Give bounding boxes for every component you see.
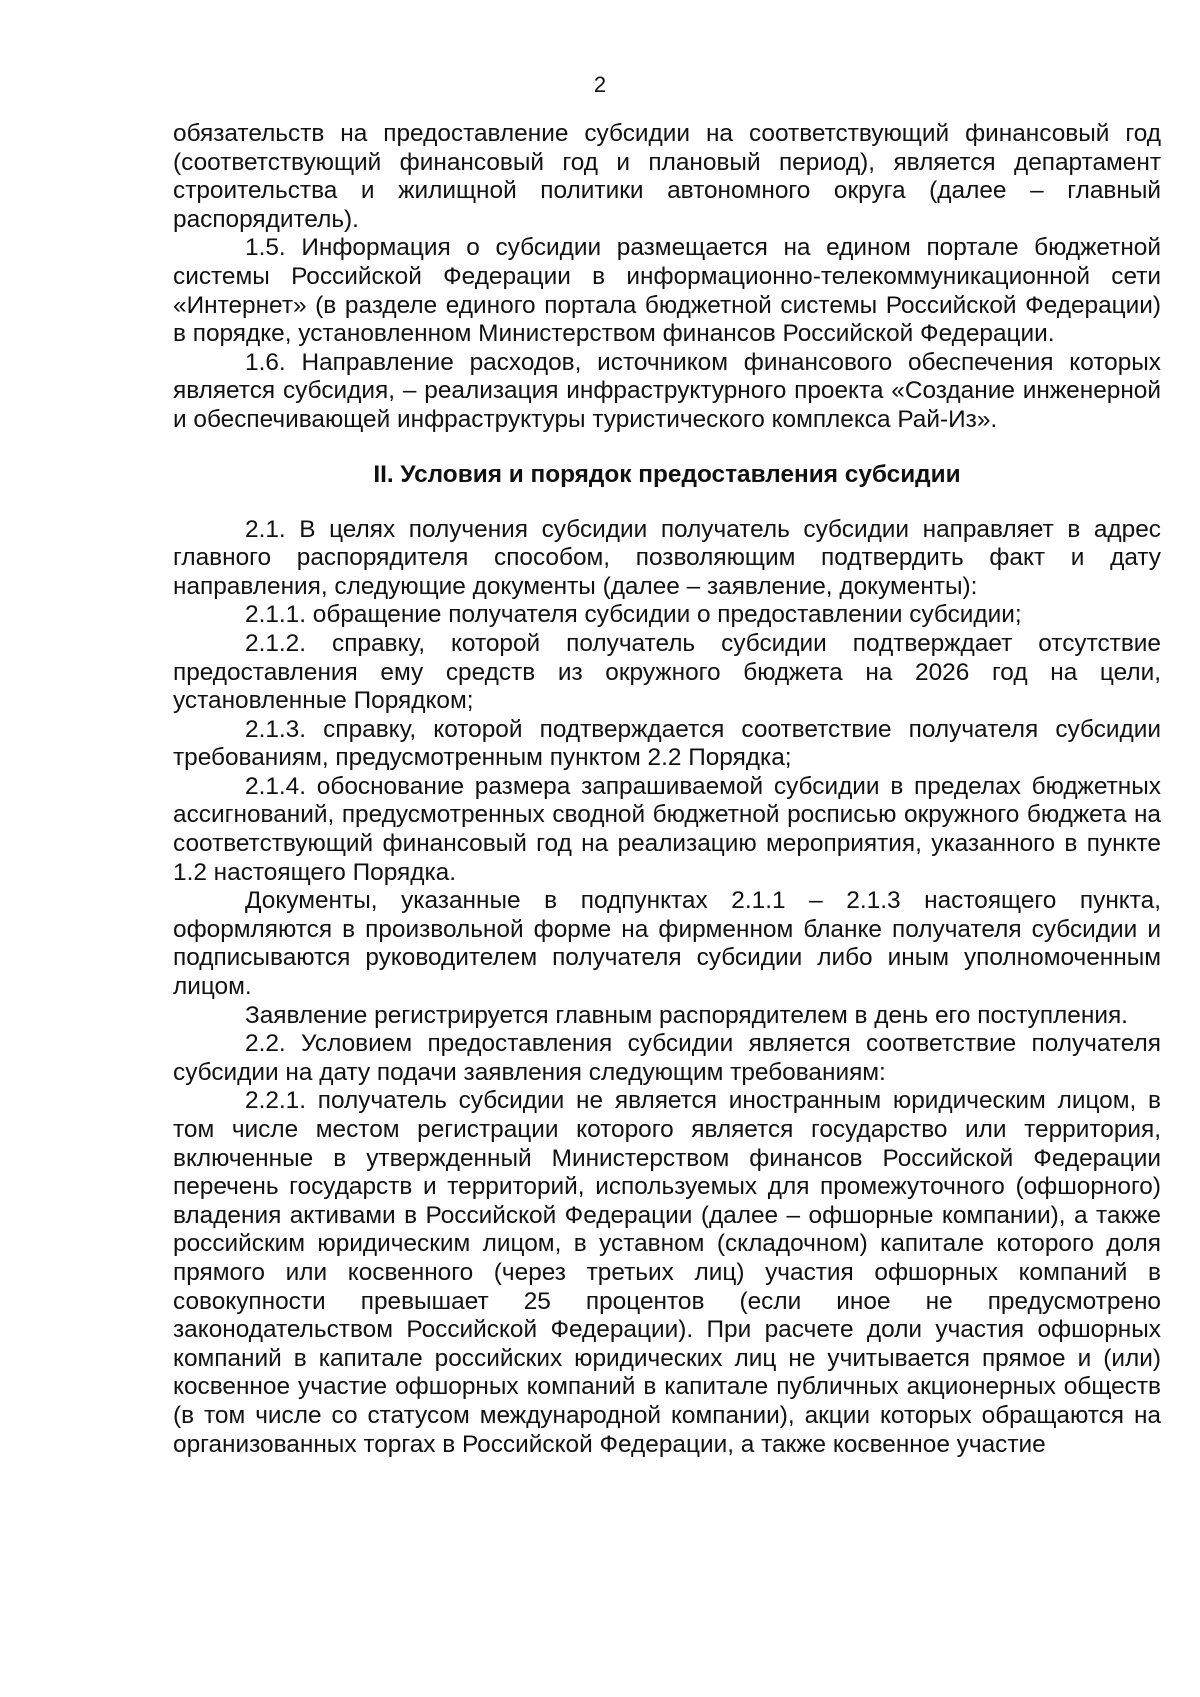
paragraph-continuation: обязательств на предоставление субсидии на соответствующий финансовый год (соответствующий финансовый год и плановый период), является департамент строительства и жилищной политики автономного округа (далее – главный распорядитель). bbox=[173, 120, 1161, 233]
paragraph-documents: Документы, указанные в подпунктах 2.1.1 – 2.1.3 настоящего пункта, оформляются в произвольной форме на фирменном бланке получателя субсидии и подписываются руководителем получателя субсидии либо иным уполномоченным лицом. bbox=[173, 887, 1161, 1001]
paragraph-2-2: 2.2. Условием предоставления субсидии является соответствие получателя субсидии на дату подачи заявления следующим требованиям: bbox=[173, 1030, 1161, 1086]
paragraph-2-1-2: 2.1.2. справку, которой получатель субсидии подтверждает отсутствие предоставления ему средств из окружного бюджета на 2026 год на цели, установленные Порядком; bbox=[173, 629, 1161, 715]
paragraph-registration: Заявление регистрируется главным распорядителем в день его поступления. bbox=[245, 1001, 1128, 1029]
document-body bbox=[173, 120, 1161, 1459]
paragraph-2-1: 2.1. В целях получения субсидии получатель субсидии направляет в адрес главного распорядителя способом, позволяющим подтвердить факт и дату направления, следующие документы (далее – заявление, документы): bbox=[173, 515, 1161, 600]
paragraph-2-1-4: 2.1.4. обоснование размера запрашиваемой субсидии в пределах бюджетных ассигнований, предусмотренных сводной бюджетной росписью окружного бюджета на соответствующий финансовый год на реализацию мероприятия, указанного в пункте 1.2 настоящего Порядка. bbox=[173, 772, 1161, 886]
paragraph-2-1-1: 2.1.1. обращение получателя субсидии о предоставлении субсидии; bbox=[245, 601, 1022, 629]
page-number: 2 bbox=[593, 72, 607, 97]
section-heading: II. Условия и порядок предоставления субсидии bbox=[373, 460, 961, 488]
paragraph-2-2-1: 2.2.1. получатель субсидии не является иностранным юридическим лицом, в том числе местом регистрации которого является государство или территория, включенные в утвержденный Министерством финансов Российской Федерации перечень государств и территорий, используемых для промежуточного (офшорного) владения активами в Российской Федерации (далее – офшорные компании), а также российским юридическим лицом, в уставном (складочном) капитале которого доля прямого или косвенного (через третьих лиц) участия офшорных компаний в совокупности превышает 25 процентов (если иное не предусмотрено законодательством Российской Федерации). При расчете доли участия офшорных компаний в капитале российских юридических лиц не учитывается прямое и (или) косвенное участие офшорных компаний в капитале публичных акционерных обществ (в том числе со статусом международной компании), акции которых обращаются на организованных торгах в Российской Федерации, а также косвенное участие bbox=[173, 1087, 1161, 1458]
paragraph-1-6: 1.6. Направление расходов, источником финансового обеспечения которых является субсидия, – реализация инфраструктурного проекта «Создание инженерной и обеспечивающей инфраструктуры туристического комплекса Рай-Из». bbox=[173, 348, 1161, 433]
paragraph-2-1-3: 2.1.3. справку, которой подтверждается соответствие получателя субсидии требованиям, предусмотренным пунктом 2.2 Порядка; bbox=[173, 715, 1161, 772]
paragraph-1-5: 1.5. Информация о субсидии размещается на едином портале бюджетной системы Российской Федерации в информационно-телекоммуникационной сети «Интернет» (в разделе единого портала бюджетной системы Российской Федерации) в порядке, установленном Министерством финансов Российской Федерации. bbox=[173, 234, 1161, 348]
